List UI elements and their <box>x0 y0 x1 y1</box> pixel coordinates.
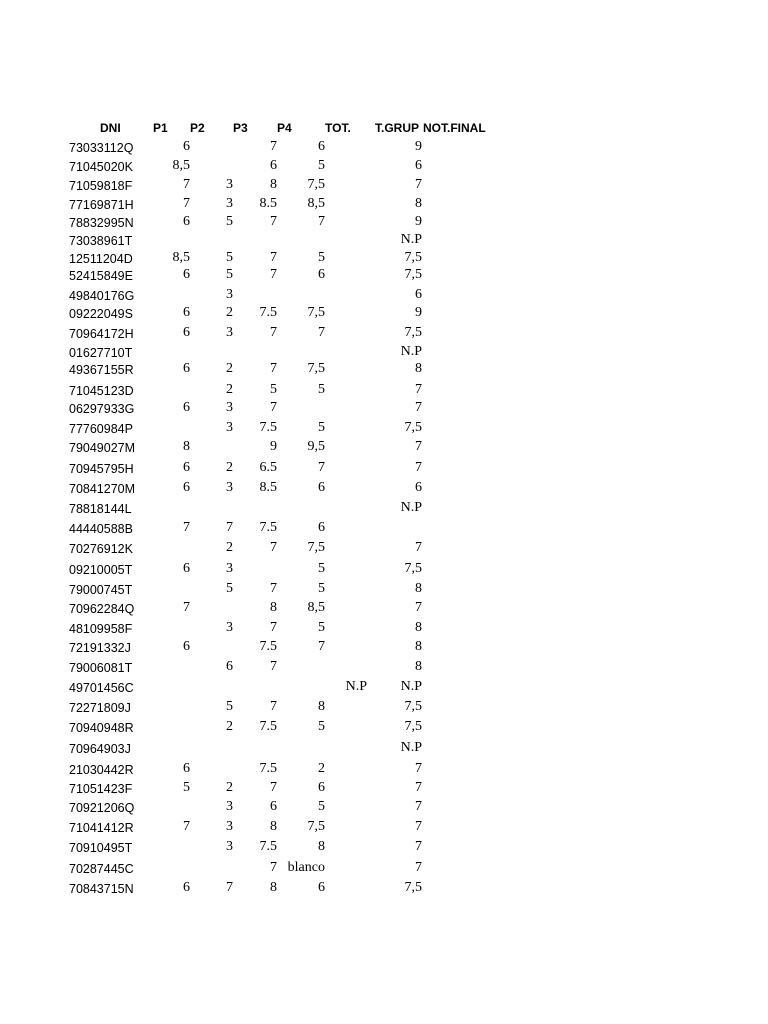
dni-cell: 71059818F <box>69 179 133 193</box>
tgrup-cell: 6 <box>415 287 422 302</box>
p2-cell: 7 <box>226 880 233 895</box>
dni-cell: 49701456C <box>69 681 134 695</box>
p2-cell: 3 <box>226 620 233 635</box>
tgrup-cell: 7 <box>415 177 422 192</box>
p3-cell: 7.5 <box>259 719 277 734</box>
tgrup-cell: 7 <box>415 382 422 397</box>
p4-cell: 5 <box>318 250 325 265</box>
tgrup-cell: 7,5 <box>404 880 422 895</box>
p1-cell: 7 <box>183 600 190 615</box>
tgrup-cell: 8 <box>415 639 422 654</box>
tgrup-cell: 8 <box>415 659 422 674</box>
p2-cell: 5 <box>226 699 233 714</box>
dni-cell: 79006081T <box>69 661 133 675</box>
tgrup-cell: 7,5 <box>404 420 422 435</box>
dni-cell: 70964172H <box>69 327 134 341</box>
dni-cell: 70276912K <box>69 542 133 556</box>
p2-cell: 3 <box>226 196 233 211</box>
p3-cell: 7.5 <box>259 839 277 854</box>
dni-cell: 44440588B <box>69 522 133 536</box>
tot-cell: N.P <box>345 679 367 694</box>
tgrup-cell: 6 <box>415 480 422 495</box>
p2-cell: 5 <box>226 214 233 229</box>
dni-cell: 70964903J <box>69 742 131 756</box>
p1-cell: 6 <box>183 639 190 654</box>
p2-cell: 5 <box>226 267 233 282</box>
p3-cell: 7 <box>270 267 277 282</box>
p2-cell: 3 <box>226 325 233 340</box>
p4-cell: 7,5 <box>307 819 325 834</box>
p3-cell: 6 <box>270 158 277 173</box>
tgrup-cell: N.P <box>400 500 422 515</box>
p3-cell: 7.5 <box>259 420 277 435</box>
header-tot: TOT. <box>325 121 351 135</box>
p3-cell: 7 <box>270 361 277 376</box>
p4-cell: 5 <box>318 420 325 435</box>
p4-cell: 6 <box>318 267 325 282</box>
p2-cell: 3 <box>226 400 233 415</box>
p4-cell: 8 <box>318 839 325 854</box>
p3-cell: 8 <box>270 177 277 192</box>
p2-cell: 2 <box>226 780 233 795</box>
p3-cell: 7 <box>270 540 277 555</box>
p4-cell: 7,5 <box>307 305 325 320</box>
p3-cell: 7 <box>270 860 277 875</box>
tgrup-cell: 7 <box>415 819 422 834</box>
tgrup-cell: 7,5 <box>404 325 422 340</box>
dni-cell: 79000745T <box>69 583 133 597</box>
dni-cell: 09222049S <box>69 307 133 321</box>
dni-cell: 70921206Q <box>69 801 135 815</box>
dni-cell: 70287445C <box>69 862 134 876</box>
p3-cell: 8 <box>270 819 277 834</box>
p2-cell: 3 <box>226 839 233 854</box>
tgrup-cell: N.P <box>400 679 422 694</box>
p3-cell: 7 <box>270 581 277 596</box>
p3-cell: 7 <box>270 325 277 340</box>
p3-cell: 6.5 <box>259 460 277 475</box>
p4-cell: 5 <box>318 620 325 635</box>
tgrup-cell: 9 <box>415 139 422 154</box>
tgrup-cell: 7,5 <box>404 561 422 576</box>
p4-cell: 5 <box>318 382 325 397</box>
p4-cell: 9,5 <box>307 439 325 454</box>
p4-cell: 7 <box>318 325 325 340</box>
p2-cell: 2 <box>226 382 233 397</box>
p1-cell: 6 <box>183 561 190 576</box>
dni-cell: 77169871H <box>69 198 134 212</box>
p1-cell: 6 <box>183 214 190 229</box>
p4-cell: 8 <box>318 699 325 714</box>
p2-cell: 3 <box>226 287 233 302</box>
p4-cell: 7 <box>318 460 325 475</box>
p2-cell: 3 <box>226 177 233 192</box>
p1-cell: 6 <box>183 400 190 415</box>
p4-cell: 7,5 <box>307 177 325 192</box>
p2-cell: 2 <box>226 305 233 320</box>
p2-cell: 2 <box>226 719 233 734</box>
p4-cell: 7 <box>318 214 325 229</box>
p1-cell: 6 <box>183 480 190 495</box>
p1-cell: 7 <box>183 177 190 192</box>
p1-cell: 6 <box>183 305 190 320</box>
p3-cell: 8.5 <box>259 196 277 211</box>
p2-cell: 2 <box>226 460 233 475</box>
dni-cell: 52415849E <box>69 269 133 283</box>
header-p1: P1 <box>153 121 168 135</box>
p3-cell: 6 <box>270 799 277 814</box>
tgrup-cell: 7,5 <box>404 250 422 265</box>
tgrup-cell: 9 <box>415 214 422 229</box>
dni-cell: 70910495T <box>69 841 133 855</box>
p4-cell: 6 <box>318 780 325 795</box>
p2-cell: 3 <box>226 420 233 435</box>
dni-cell: 70843715N <box>69 882 134 896</box>
p4-cell: 6 <box>318 480 325 495</box>
tgrup-cell: 7,5 <box>404 267 422 282</box>
tgrup-cell: 7 <box>415 799 422 814</box>
tgrup-cell: 7 <box>415 860 422 875</box>
p3-cell: 8 <box>270 880 277 895</box>
p2-cell: 3 <box>226 799 233 814</box>
p4-cell: 5 <box>318 799 325 814</box>
p1-cell: 6 <box>183 267 190 282</box>
dni-cell: 06297933G <box>69 402 135 416</box>
tgrup-cell: 8 <box>415 581 422 596</box>
p2-cell: 6 <box>226 659 233 674</box>
header-p4: P4 <box>277 121 292 135</box>
tgrup-cell: N.P <box>400 740 422 755</box>
p4-cell: 8,5 <box>307 196 325 211</box>
dni-cell: 72271809J <box>69 701 131 715</box>
p3-cell: 7 <box>270 250 277 265</box>
p1-cell: 6 <box>183 761 190 776</box>
dni-cell: 48109958F <box>69 622 133 636</box>
tgrup-cell: 8 <box>415 361 422 376</box>
p2-cell: 5 <box>226 581 233 596</box>
dni-cell: 70940948R <box>69 721 134 735</box>
p1-cell: 7 <box>183 196 190 211</box>
p1-cell: 7 <box>183 819 190 834</box>
tgrup-cell: N.P <box>400 232 422 247</box>
tgrup-cell: 7 <box>415 761 422 776</box>
p1-cell: 6 <box>183 361 190 376</box>
p2-cell: 2 <box>226 540 233 555</box>
p4-cell: 7 <box>318 639 325 654</box>
dni-cell: 01627710T <box>69 346 133 360</box>
tgrup-cell: 7 <box>415 600 422 615</box>
p3-cell: 9 <box>270 439 277 454</box>
dni-cell: 12511204D <box>69 252 133 266</box>
tgrup-cell: 7 <box>415 540 422 555</box>
header-dni: DNI <box>100 121 121 135</box>
p4-cell: 7,5 <box>307 361 325 376</box>
tgrup-cell: 8 <box>415 196 422 211</box>
p3-cell: 7 <box>270 659 277 674</box>
dni-cell: 70841270M <box>69 482 136 496</box>
p1-cell: 6 <box>183 139 190 154</box>
p3-cell: 7 <box>270 214 277 229</box>
p4-cell: 5 <box>318 158 325 173</box>
dni-cell: 78818144L <box>69 502 132 516</box>
dni-cell: 71045123D <box>69 384 134 398</box>
tgrup-cell: 8 <box>415 620 422 635</box>
p3-cell: 7 <box>270 139 277 154</box>
p3-cell: 7 <box>270 699 277 714</box>
p4-cell: 7,5 <box>307 540 325 555</box>
header-tgrup: T.GRUP <box>375 121 420 135</box>
p1-cell: 8,5 <box>172 158 190 173</box>
tgrup-cell: 7 <box>415 839 422 854</box>
p4-cell: 6 <box>318 139 325 154</box>
tgrup-cell: 7 <box>415 400 422 415</box>
dni-cell: 71041412R <box>69 821 134 835</box>
p1-cell: 6 <box>183 460 190 475</box>
p4-cell: blanco <box>287 860 325 875</box>
dni-cell: 73038961T <box>69 234 133 248</box>
tgrup-cell: 6 <box>415 158 422 173</box>
p4-cell: 6 <box>318 520 325 535</box>
header-p2: P2 <box>190 121 205 135</box>
dni-cell: 78832995N <box>69 216 134 230</box>
p3-cell: 5 <box>270 382 277 397</box>
dni-cell: 70945795H <box>69 462 134 476</box>
dni-cell: 21030442R <box>69 763 134 777</box>
p2-cell: 7 <box>226 520 233 535</box>
dni-cell: 49367155R <box>69 363 134 377</box>
tgrup-cell: 7 <box>415 460 422 475</box>
p4-cell: 6 <box>318 880 325 895</box>
p1-cell: 8,5 <box>172 250 190 265</box>
dni-cell: 70962284Q <box>69 602 135 616</box>
p2-cell: 2 <box>226 361 233 376</box>
p1-cell: 5 <box>183 780 190 795</box>
dni-cell: 77760984P <box>69 422 133 436</box>
p3-cell: 7 <box>270 400 277 415</box>
dni-cell: 49840176G <box>69 289 135 303</box>
dni-cell: 72191332J <box>69 641 131 655</box>
p3-cell: 7.5 <box>259 761 277 776</box>
p3-cell: 7.5 <box>259 639 277 654</box>
p1-cell: 6 <box>183 325 190 340</box>
tgrup-cell: 7 <box>415 780 422 795</box>
p4-cell: 5 <box>318 581 325 596</box>
tgrup-cell: N.P <box>400 344 422 359</box>
p3-cell: 7.5 <box>259 305 277 320</box>
p1-cell: 6 <box>183 880 190 895</box>
p2-cell: 3 <box>226 480 233 495</box>
p4-cell: 2 <box>318 761 325 776</box>
p3-cell: 7 <box>270 620 277 635</box>
tgrup-cell: 9 <box>415 305 422 320</box>
header-p3: P3 <box>233 121 248 135</box>
p3-cell: 8 <box>270 600 277 615</box>
p3-cell: 7.5 <box>259 520 277 535</box>
p2-cell: 3 <box>226 819 233 834</box>
dni-cell: 79049027M <box>69 441 136 455</box>
dni-cell: 71051423F <box>69 782 133 796</box>
p4-cell: 5 <box>318 719 325 734</box>
dni-cell: 09210005T <box>69 563 133 577</box>
p3-cell: 7 <box>270 780 277 795</box>
p4-cell: 8,5 <box>307 600 325 615</box>
dni-cell: 73033112Q <box>69 141 134 155</box>
p2-cell: 5 <box>226 250 233 265</box>
tgrup-cell: 7,5 <box>404 719 422 734</box>
p1-cell: 7 <box>183 520 190 535</box>
header-notfinal: NOT.FINAL <box>423 121 486 135</box>
p4-cell: 5 <box>318 561 325 576</box>
p3-cell: 8.5 <box>259 480 277 495</box>
tgrup-cell: 7 <box>415 439 422 454</box>
tgrup-cell: 7,5 <box>404 699 422 714</box>
p2-cell: 3 <box>226 561 233 576</box>
dni-cell: 71045020K <box>69 160 133 174</box>
p1-cell: 8 <box>183 439 190 454</box>
